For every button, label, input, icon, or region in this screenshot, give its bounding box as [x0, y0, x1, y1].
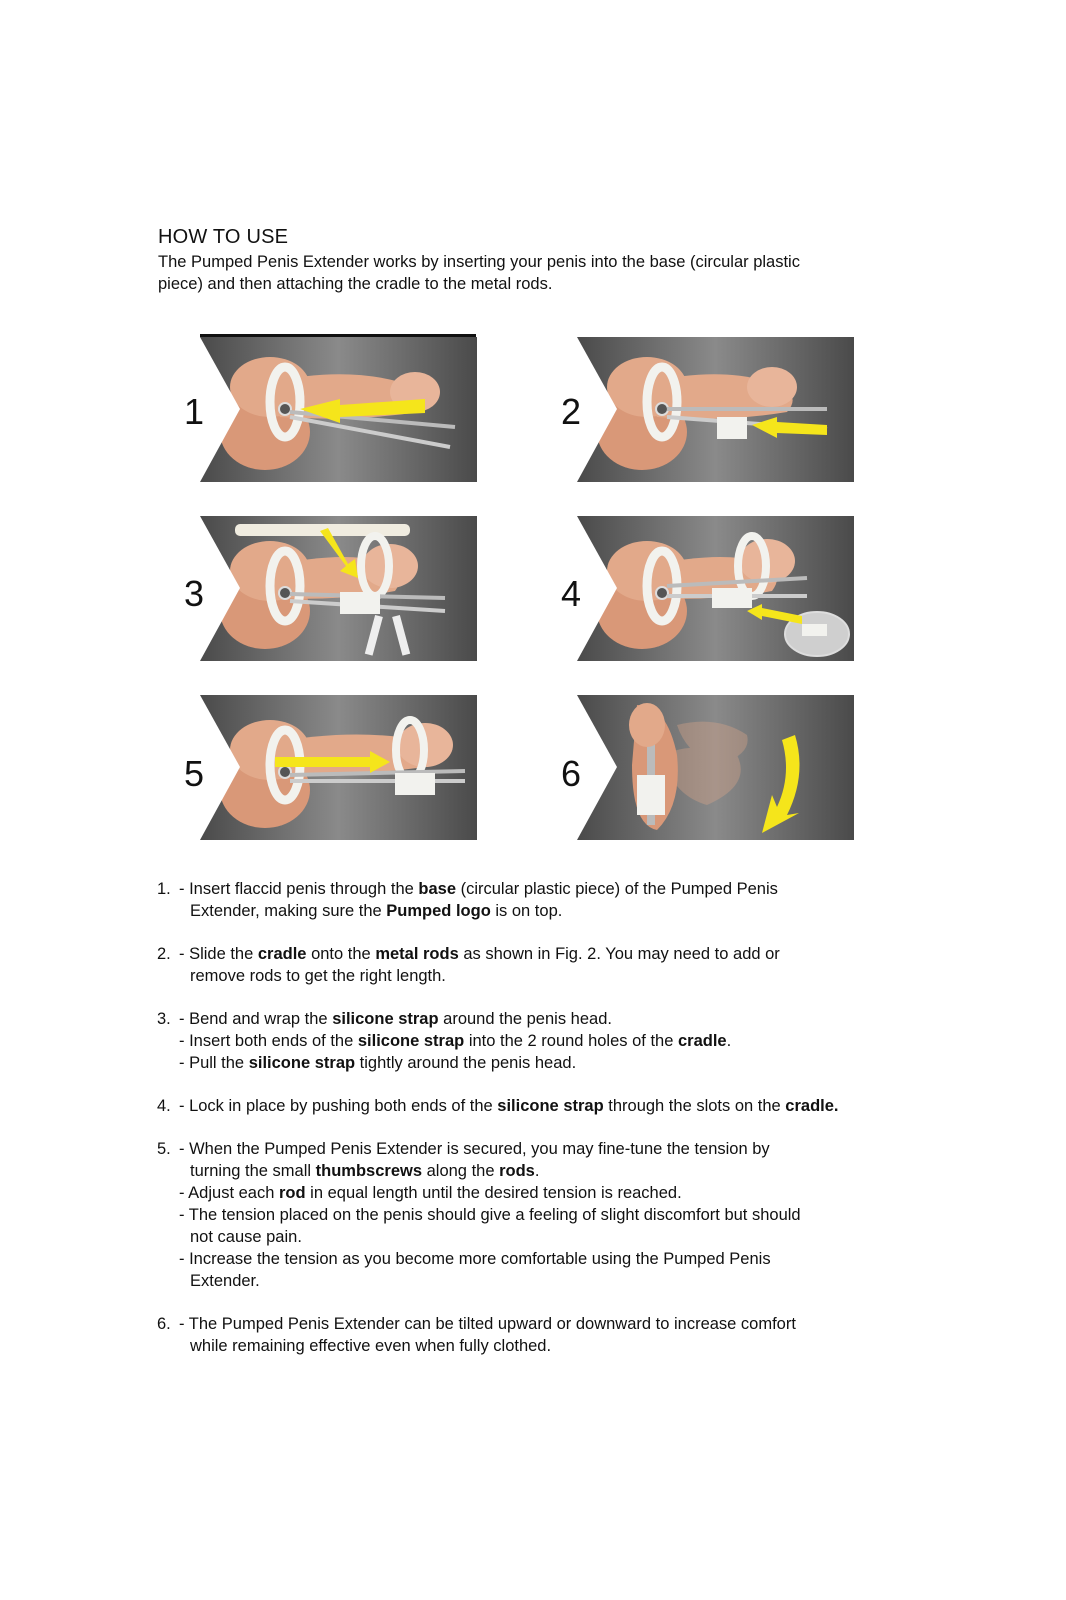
- figure-4-number: 4: [561, 573, 582, 614]
- step-5-bold-thumbscrews: thumbscrews: [315, 1162, 423, 1180]
- intro-line-1: The Pumped Penis Extender works by inserting your penis into the base (circular plastic: [158, 253, 800, 271]
- instruction-steps: [157, 878, 917, 1378]
- step-3-number: 3.: [157, 1010, 171, 1028]
- step-5-line-1: - When the Pumped Penis Extender is secured, you may fine-tune the tension by: [179, 1140, 770, 1158]
- step-5-line-7: Extender.: [190, 1272, 260, 1290]
- step-3-bold-strap-1: silicone strap: [332, 1010, 439, 1028]
- step-5-number: 5.: [157, 1140, 171, 1158]
- step-5-line-2-mid: along the: [422, 1162, 500, 1180]
- step-5-line-2-end: .: [534, 1162, 540, 1180]
- step-6-line-1: - The Pumped Penis Extender can be tilted upward or downward to increase comfort: [179, 1315, 796, 1333]
- figure-1-number: 1: [184, 391, 205, 432]
- step-5-line-3-end: in equal length until the desired tension is reached.: [305, 1184, 682, 1202]
- figure-4-image: [577, 516, 854, 661]
- step-3-line-3: - Pull the: [179, 1054, 249, 1072]
- step-5: [157, 1138, 917, 1292]
- step-2-text-2: onto the: [306, 945, 376, 963]
- figure-6-number: 6: [561, 753, 582, 794]
- step-3-bold-strap-2: silicone strap: [357, 1032, 465, 1050]
- step-2-text-4: remove rods to get the right length.: [190, 967, 446, 985]
- step-1-number: 1.: [157, 880, 171, 898]
- intro-line-2: piece) and then attaching the cradle to the metal rods.: [158, 275, 553, 293]
- step-3-line-1: - Bend and wrap the: [179, 1010, 333, 1028]
- step-5-bold-rods: rods: [499, 1162, 535, 1180]
- step-2: [157, 943, 917, 987]
- step-4-bold-cradle: cradle.: [785, 1097, 839, 1115]
- page-heading: HOW TO USE: [158, 226, 289, 248]
- step-1-text: - Insert flaccid penis through the: [179, 880, 419, 898]
- figure-3-number: 3: [184, 573, 205, 614]
- intro-paragraph: [158, 251, 898, 295]
- step-3-bold-strap-3: silicone strap: [248, 1054, 356, 1072]
- step-6-number: 6.: [157, 1315, 171, 1333]
- figure-3-image: [200, 516, 477, 661]
- step-3-line-2: - Insert both ends of the: [179, 1032, 358, 1050]
- step-1-text-2: (circular plastic piece) of the Pumped Penis: [456, 880, 778, 898]
- step-1-bold-logo: Pumped logo: [386, 902, 491, 920]
- step-4-text-2: through the slots on the: [603, 1097, 786, 1115]
- step-2-number: 2.: [157, 945, 171, 963]
- step-2-text: - Slide the: [179, 945, 258, 963]
- step-1: [157, 878, 917, 922]
- step-2-text-3: as shown in Fig. 2. You may need to add or: [458, 945, 780, 963]
- step-6-line-2: while remaining effective even when fully clothed.: [190, 1337, 552, 1355]
- step-4-text: - Lock in place by pushing both ends of the: [179, 1097, 498, 1115]
- step-3-bold-cradle: cradle: [677, 1032, 727, 1050]
- step-6: [157, 1313, 917, 1357]
- figure-2-image: [577, 337, 854, 482]
- step-3-line-1-end: around the penis head.: [438, 1010, 612, 1028]
- step-5-line-6: - Increase the tension as you become more comfortable using the Pumped Penis: [179, 1250, 771, 1268]
- step-5-bold-rod: rod: [278, 1184, 306, 1202]
- step-1-text-3: Extender, making sure the: [190, 902, 387, 920]
- figure-5-number: 5: [184, 753, 205, 794]
- step-4-number: 4.: [157, 1097, 171, 1115]
- step-4: [157, 1095, 917, 1117]
- step-2-bold-cradle: cradle: [257, 945, 307, 963]
- figure-5-image: [200, 695, 477, 840]
- step-3-line-2-end: .: [726, 1032, 732, 1050]
- step-2-bold-rods: metal rods: [375, 945, 459, 963]
- step-5-line-4: - The tension placed on the penis should give a feeling of slight discomfort but should: [179, 1206, 801, 1224]
- step-1-text-4: is on top.: [490, 902, 563, 920]
- step-3-line-2-mid: into the 2 round holes of the: [464, 1032, 678, 1050]
- step-5-line-2: turning the small: [190, 1162, 316, 1180]
- step-5-line-5: not cause pain.: [190, 1228, 302, 1246]
- step-5-line-3: - Adjust each: [179, 1184, 279, 1202]
- step-3: [157, 1008, 917, 1074]
- figure-2-number: 2: [561, 391, 582, 432]
- step-1-bold-base: base: [418, 880, 456, 898]
- figure-6-image: [577, 695, 854, 840]
- step-3-line-3-end: tightly around the penis head.: [355, 1054, 577, 1072]
- figure-1-image: [200, 337, 477, 482]
- step-4-bold-strap: silicone strap: [497, 1097, 604, 1115]
